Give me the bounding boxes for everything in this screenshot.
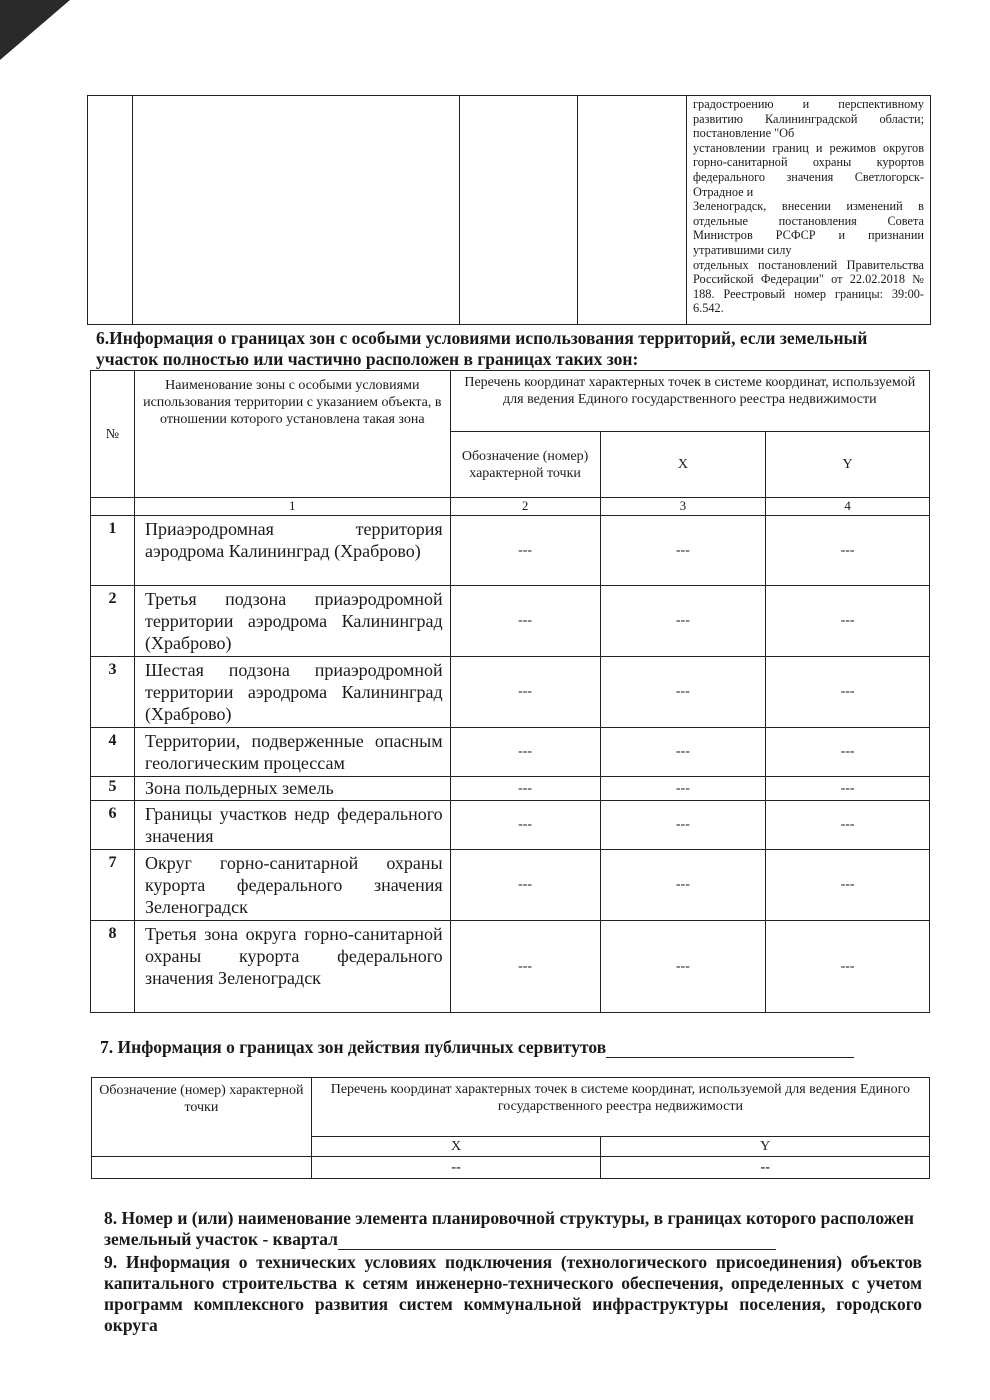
index-cell: 3: [600, 498, 766, 516]
note-line: Зеленоградск, внесении изменений в отдельные постановления Совета Министров РСФСР и признании утратившими силу: [693, 199, 924, 257]
point-value: ---: [450, 516, 600, 586]
x-value: ---: [600, 777, 766, 801]
cell-legal-note: [687, 96, 931, 325]
section-6-heading: [96, 328, 886, 370]
zones-table: [90, 370, 930, 1013]
section-7-heading: [100, 1037, 854, 1058]
table-row: [92, 1157, 930, 1179]
cell-empty: [88, 96, 133, 325]
x-value: ---: [600, 921, 766, 1013]
table-row: [91, 850, 930, 921]
x-value: ---: [600, 586, 766, 657]
point-value: ---: [450, 728, 600, 777]
x-value: ---: [600, 516, 766, 586]
table-row: [91, 586, 930, 657]
point-value: ---: [450, 801, 600, 850]
col-header-number: №: [91, 371, 135, 498]
zone-name: Приаэродромная территория аэродрома Калининград (Храброво): [134, 516, 450, 586]
point-value: ---: [450, 921, 600, 1013]
x-value: ---: [600, 728, 766, 777]
col-header-x: X: [311, 1137, 601, 1157]
x-value: ---: [600, 801, 766, 850]
zone-name: Зона польдерных земель: [134, 777, 450, 801]
blank-underline: [606, 1057, 854, 1058]
col-header-point: Обозначение (номер) характерной точки: [450, 432, 600, 498]
row-number: 7: [91, 850, 135, 921]
col-header-y: Y: [601, 1137, 930, 1157]
previous-page-table-continuation: [87, 95, 931, 325]
point-value: [92, 1157, 312, 1179]
y-value: ---: [766, 586, 930, 657]
cell-empty: [578, 96, 687, 325]
point-value: ---: [450, 777, 600, 801]
y-value: ---: [766, 657, 930, 728]
section-8-heading-text: 8. Номер и (или) наименование элемента планировочной структуры, в границах которого расположен земельный участок - квартал: [104, 1208, 914, 1249]
section-6-heading-text: 6.Информация о границах зон с особыми условиями использования территорий, если земельный участок полностью или частично расположен в границах таких зон:: [96, 328, 868, 369]
index-cell: 1: [134, 498, 450, 516]
y-value: --: [601, 1157, 930, 1179]
col-header-x: X: [600, 432, 766, 498]
table-row: [91, 801, 930, 850]
zone-name: Границы участков недр федерального значения: [134, 801, 450, 850]
row-number: 1: [91, 516, 135, 586]
section-9-heading-text: 9. Информация о технических условиях подключения (технологического присоединения) объектов капитального строительства к сетям инженерно-технического обеспечения, определенных с учетом программ комплексного развития систем коммунальной инфраструктуры поселения, городского округа: [104, 1252, 922, 1335]
scan-corner-shadow: [0, 0, 70, 60]
y-value: ---: [766, 850, 930, 921]
table-row: [91, 516, 930, 586]
index-cell-empty: [91, 498, 135, 516]
servitude-table: [91, 1077, 930, 1179]
section-8-heading: [104, 1208, 916, 1250]
y-value: ---: [766, 921, 930, 1013]
cell-empty: [460, 96, 578, 325]
section-9-heading: [104, 1252, 922, 1336]
row-number: 5: [91, 777, 135, 801]
col-header-coordinates: Перечень координат характерных точек в системе координат, используемой для ведения Единого государственного реестра недвижимости: [311, 1078, 929, 1137]
index-cell: 4: [766, 498, 930, 516]
point-value: ---: [450, 657, 600, 728]
column-index-row: [91, 498, 930, 516]
zone-name: Территории, подверженные опасным геологическим процессам: [134, 728, 450, 777]
table-row: [91, 728, 930, 777]
row-number: 8: [91, 921, 135, 1013]
table-row: [91, 777, 930, 801]
blank-underline: [338, 1249, 776, 1250]
y-value: ---: [766, 777, 930, 801]
y-value: ---: [766, 516, 930, 586]
index-cell: 2: [450, 498, 600, 516]
zone-name: Округ горно-санитарной охраны курорта федерального значения Зеленоградск: [134, 850, 450, 921]
zone-name: Третья зона округа горно-санитарной охраны курорта федерального значения Зеленоградск: [134, 921, 450, 1013]
row-number: 3: [91, 657, 135, 728]
section-7-heading-text: 7. Информация о границах зон действия публичных сервитутов: [100, 1037, 607, 1057]
y-value: ---: [766, 728, 930, 777]
table-row: [91, 657, 930, 728]
x-value: --: [311, 1157, 601, 1179]
y-value: ---: [766, 801, 930, 850]
point-value: ---: [450, 850, 600, 921]
x-value: ---: [600, 850, 766, 921]
row-number: 4: [91, 728, 135, 777]
zone-name: Третья подзона приаэродромной территории аэродрома Калининград (Храброво): [134, 586, 450, 657]
point-value: ---: [450, 586, 600, 657]
x-value: ---: [600, 657, 766, 728]
table-row: [91, 921, 930, 1013]
col-header-point: Обозначение (номер) характерной точки: [92, 1078, 312, 1157]
zone-name: Шестая подзона приаэродромной территории аэродрома Калининград (Храброво): [134, 657, 450, 728]
cell-empty: [133, 96, 460, 325]
col-header-coordinates: Перечень координат характерных точек в системе координат, используемой для ведения Единого государственного реестра недвижимости: [450, 371, 929, 432]
note-line: градостроению и перспективному развитию Калининградской области; постановление "Об: [693, 97, 924, 141]
col-header-y: Y: [766, 432, 930, 498]
note-line: установлении границ и режимов округов горно-санитарной охраны курортов федерального значения Светлогорск-Отрадное и: [693, 140, 924, 199]
row-number: 2: [91, 586, 135, 657]
col-header-zone-name: Наименование зоны с особыми условиями использования территории с указанием объекта, в отношении которого установлена такая зона: [134, 371, 450, 498]
row-number: 6: [91, 801, 135, 850]
note-line: отдельных постановлений Правительства Российской Федерации" от 22.02.2018 № 188. Реестровый номер границы: 39:00-6.542.: [693, 257, 924, 316]
